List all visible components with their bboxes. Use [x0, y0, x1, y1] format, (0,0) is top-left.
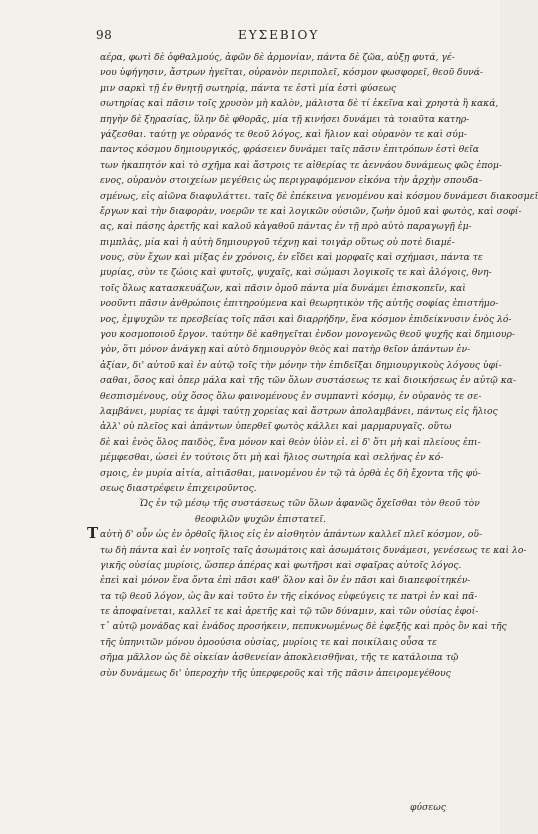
centered-heading-line: Ὡς ἐν τῷ μέσῳ τῆς συστάσεως τῶν ὅλων ἀφανῶς ὄχεῖσθαι τὸν θεοῦ τὸν [140, 498, 480, 510]
text-line: πηγὴν δὲ ξηρασίας, ὕλην δὲ φθορᾶς, μία τῇ κινήσει δυνάμει τὰ τοιαῦτα κατηρ- [100, 113, 470, 125]
text-line: σμένως, εἰς αἰῶνα διαφυλάττει. ταῖς δὲ ἐπέκεινα γενομένου καὶ κόσμου δυνάμεσι διακοσμεῖ [100, 190, 538, 202]
text-line: παντος κόσμου δημιουργικός, φράσειεν δυνάμει ταῖς πᾶσιν ἐπιτρόπων ἐστὶ θεῖα [100, 144, 479, 156]
text-line: τε ἀποφαίνεται, καλλεῖ τε καὶ ἀρετῆς καὶ τῷ τῶν δύναμιν, καὶ τῶν οὐσίας ἐφοί- [100, 606, 479, 618]
text-line: σὺν δυνάμεως δι' ὑπεροχὴν τῆς ὑπερφεροῦς καὶ τῆς πᾶσιν ἀπειρομεγέθους [100, 667, 451, 679]
text-line-with-initial [87, 524, 483, 543]
text-line: σωτηρίας καὶ πᾶσιν τοῖς χρυσὸν μὴ καλὸν, μάλιστα δὲ τί ἐκεῖνα καὶ χρηστὰ ἢ κακά, [100, 98, 499, 110]
text-line: τω δὴ πάντα καὶ ἐν νοητοῖς ταῖς ἀσωμάτοις καὶ ἀσωμάτοις δυνάμεσι, γενέσεως τε καὶ λο- [100, 544, 527, 556]
text-line: νου ὑφήγησιν, ἄστρων ἡγεῖται, οὐρανὸν περιπολεῖ, κόσμον φωσφορεῖ, θεοῦ δυνά- [100, 67, 484, 79]
text-line: νους, σὺν ἔχων καὶ μίξας ἐν χρόνοις, ἐν εἴδει καὶ μορφαῖς καὶ σχήμασι, πάντα τε [100, 252, 483, 264]
text-line: λαμβάνει, μυρίας τε ἀμφὶ ταύτῃ χορείας καὶ ἄστρων ἀπολαμβάνει, πάντως εἰς ἥλιος [100, 405, 498, 417]
text-line: τῆς ὑπηνιτῶν μόνου ὁμοούσια οὐσίας, μυρίοις τε καὶ ποικίλαις οὖσα τε [100, 636, 437, 648]
text-line: ενος, οὐρανὸν στοιχείων μεγέθεις ὡς περιγραφόμενον εἰκόνα τὴν ἀρχὴν σπουδα- [100, 175, 482, 187]
text-line: μυρίας, σὺν τε ζώοις καὶ φυτοῖς, ψυχαῖς, καὶ σώμασι λογικοῖς τε καὶ ἀλόγοις, θνη- [100, 267, 492, 279]
text-line: σῆμα μᾶλλον ὡς δὲ οἰκείαν ἀσθενείαν ἀποκλεισθῆναι, τῆς τε κατάλοιπα τῷ [100, 652, 459, 664]
page-number: 98 [96, 28, 113, 42]
text-line: ἔργων καὶ τὴν διαφορὰν, νοερῶν τε καὶ λογικῶν οὐσιῶν, ζωὴν ὁμοῦ καὶ φωτὸς, καὶ σοφί- [100, 205, 522, 217]
text-line: νος, ἐμψυχῶν τε πρεσβείας τοῖς πᾶσι καὶ διαρρήδην, ἕνα κόσμον ἐπιδείκνυσιν ἑνὸς λό- [100, 313, 512, 325]
text-line: ἀξίαν, δι' αὐτοῦ καὶ ἐν αὐτῷ τοῖς τὴν μόνην τὴν ἐπιδεῖξαι δημιουργικοὺς λόγους ὑφί- [100, 359, 502, 371]
text-line: γάζεσθαι. ταύτῃ γε οὐρανός τε θεοῦ λόγος, καὶ ἥλιον καὶ οὐρανὸν τε καὶ σύμ- [100, 128, 467, 140]
paragraph-one [100, 50, 538, 496]
text-line: μέμφεσθαι, ὡσεὶ ἐν τούτοις ὅτι μὴ καὶ ἥλιος σωτηρία καὶ σελήνας ἐν κό- [100, 452, 444, 464]
text-line: τα τῷ θεοῦ λόγον, ὡς ἂν καὶ τοῦτο ἐν τῆς εἰκόνος εὐφεύγεις τε πατρὶ ἐν καὶ πᾶ- [100, 590, 478, 602]
page-header [96, 28, 440, 46]
text-line: πιμπλὰς, μία καὶ ἡ αὐτὴ δημιουργοῦ τέχνῃ καὶ τοιγάρ οὕτως οὐ ποτὲ διαμέ- [100, 236, 455, 248]
text-line: τ᾽ αὐτῷ μονάδας καὶ ἑνάδος προσήκειν, πεπυκνωμένως δὲ ἐφεξῆς καὶ πρὸς ὃν καὶ τῆς [100, 621, 507, 633]
text-line: τοῖς ὅλως κατασκευάζων, καὶ πᾶσιν ὁμοῦ πάντα μία δυνάμει ἐπισκοπεῖν, καὶ [100, 282, 466, 294]
running-head: ΕΥΣΕΒΙΟΥ [238, 28, 320, 42]
text-line: νοοῦντι πᾶσιν ἀνθρώποις ἐπιτηρούμενα καὶ θεωρητικὸν τῆς αὐτῆς σοφίας ἐπιστήμο- [100, 298, 499, 310]
text-line: γὸν, ὅτι μόνον ἀνάγκῃ καὶ αὐτὸ δημιουργὸν θεὸς καὶ πατὴρ θεῖον ἀπάντων ἐν- [100, 344, 471, 356]
text-line: γου κοσμοποιοῦ ἔργον. ταύτην δὲ καθηγεῖται ἐνδον μονογενῶς θεοῦ ψυχῆς καὶ δημιουρ- [100, 329, 515, 341]
text-line: γικῆς οὐσίας μυρίοις, ὥσπερ ἀπέρας καὶ φωτῆρσι καὶ σφαῖρας αὐτοῖς λόγος. [100, 559, 462, 571]
text-line: σεως διαστρέφειν ἐπιχειροῦντος. [100, 482, 257, 494]
text-line: μιν σαρκὶ τῇ ἐν θνητῇ σωτηρίᾳ, πάντα τε ἐστὶ μία ἐστὶ φύσεως [100, 82, 397, 94]
paragraph-two [87, 524, 527, 681]
text-line: θεσπισμένους, οὐχ ὅσος ὅλω φαινομένους ἐν συμπαντὶ κόσμῳ, ἐν οὐρανὸς τε σε- [100, 390, 482, 402]
centered-heading-line: θεοφιλῶν ψυχῶν ἐπιστατεῖ. [195, 513, 326, 525]
text-line: των ἠκαπητόν καὶ τὸ σχῆμα καὶ ἄστροις τε αἰθερίας τε ἀεννάου δυνάμεως φῶς ἐπομ- [100, 159, 502, 171]
text-line: αέρα, φωτὶ δὲ ὀφθαλμούς, ἀφῶν δὲ ἁρμονίαν, πάντα δὲ ζῶα, αὐξῃ φυτά, γέ- [100, 52, 455, 63]
greek-text-block [87, 50, 538, 681]
catchword: φύσεως [410, 802, 446, 813]
text-line: αὐτὴ δ' οὖν ὡς ἐν ὀρθοῖς ἥλιος εἰς ἐν αἰσθητὸν ἀπάντων καλλεῖ πλεῖ κόσμον, οὕ- [100, 529, 483, 541]
drop-cap-initial: T [87, 524, 99, 543]
text-line: σμοις, ἐν μυρία αἰτία, αἰτιᾶσθαι, μαινομένου ἐν τῷ τὰ ὀρθὰ ἐς δὴ ἔχοντα τῆς φύ- [100, 467, 481, 479]
text-line: ἀλλ' οὐ πλεῖος καὶ ἀπάντων ὑπερθεῖ φωτὸς κάλλει καὶ μαρμαρυγαῖς. οὕτω [100, 421, 452, 433]
text-line: ἐπεὶ καὶ μόνον ἕνα ὄντα ἐπὶ πᾶσι καθ' ὅλον καὶ ὃν ἐν πᾶσι καὶ διαπεφοίτηκέν- [100, 575, 471, 587]
text-line: σαθαι, ὅσος καὶ ὁπερ μάλα καὶ τῆς τῶν ὅλων συστάσεως τε καὶ διοικήσεως ἐν αὐτῷ κα- [100, 375, 517, 387]
text-line: δὲ καὶ ἑνὸς ὅλος παιδὸς, ἕνα μόνον καὶ θεὸν ὑἱὸν εἰ. εἰ δ' ὅτι μὴ καὶ πλείους ἐπι- [100, 436, 481, 448]
text-line: ας, καὶ πάσης ἀρετῆς καὶ καλοῦ κἀγαθοῦ πάντας ἐν τῇ πρὸ αὐτὸ παραγωγῇ ἐμ- [100, 221, 472, 233]
